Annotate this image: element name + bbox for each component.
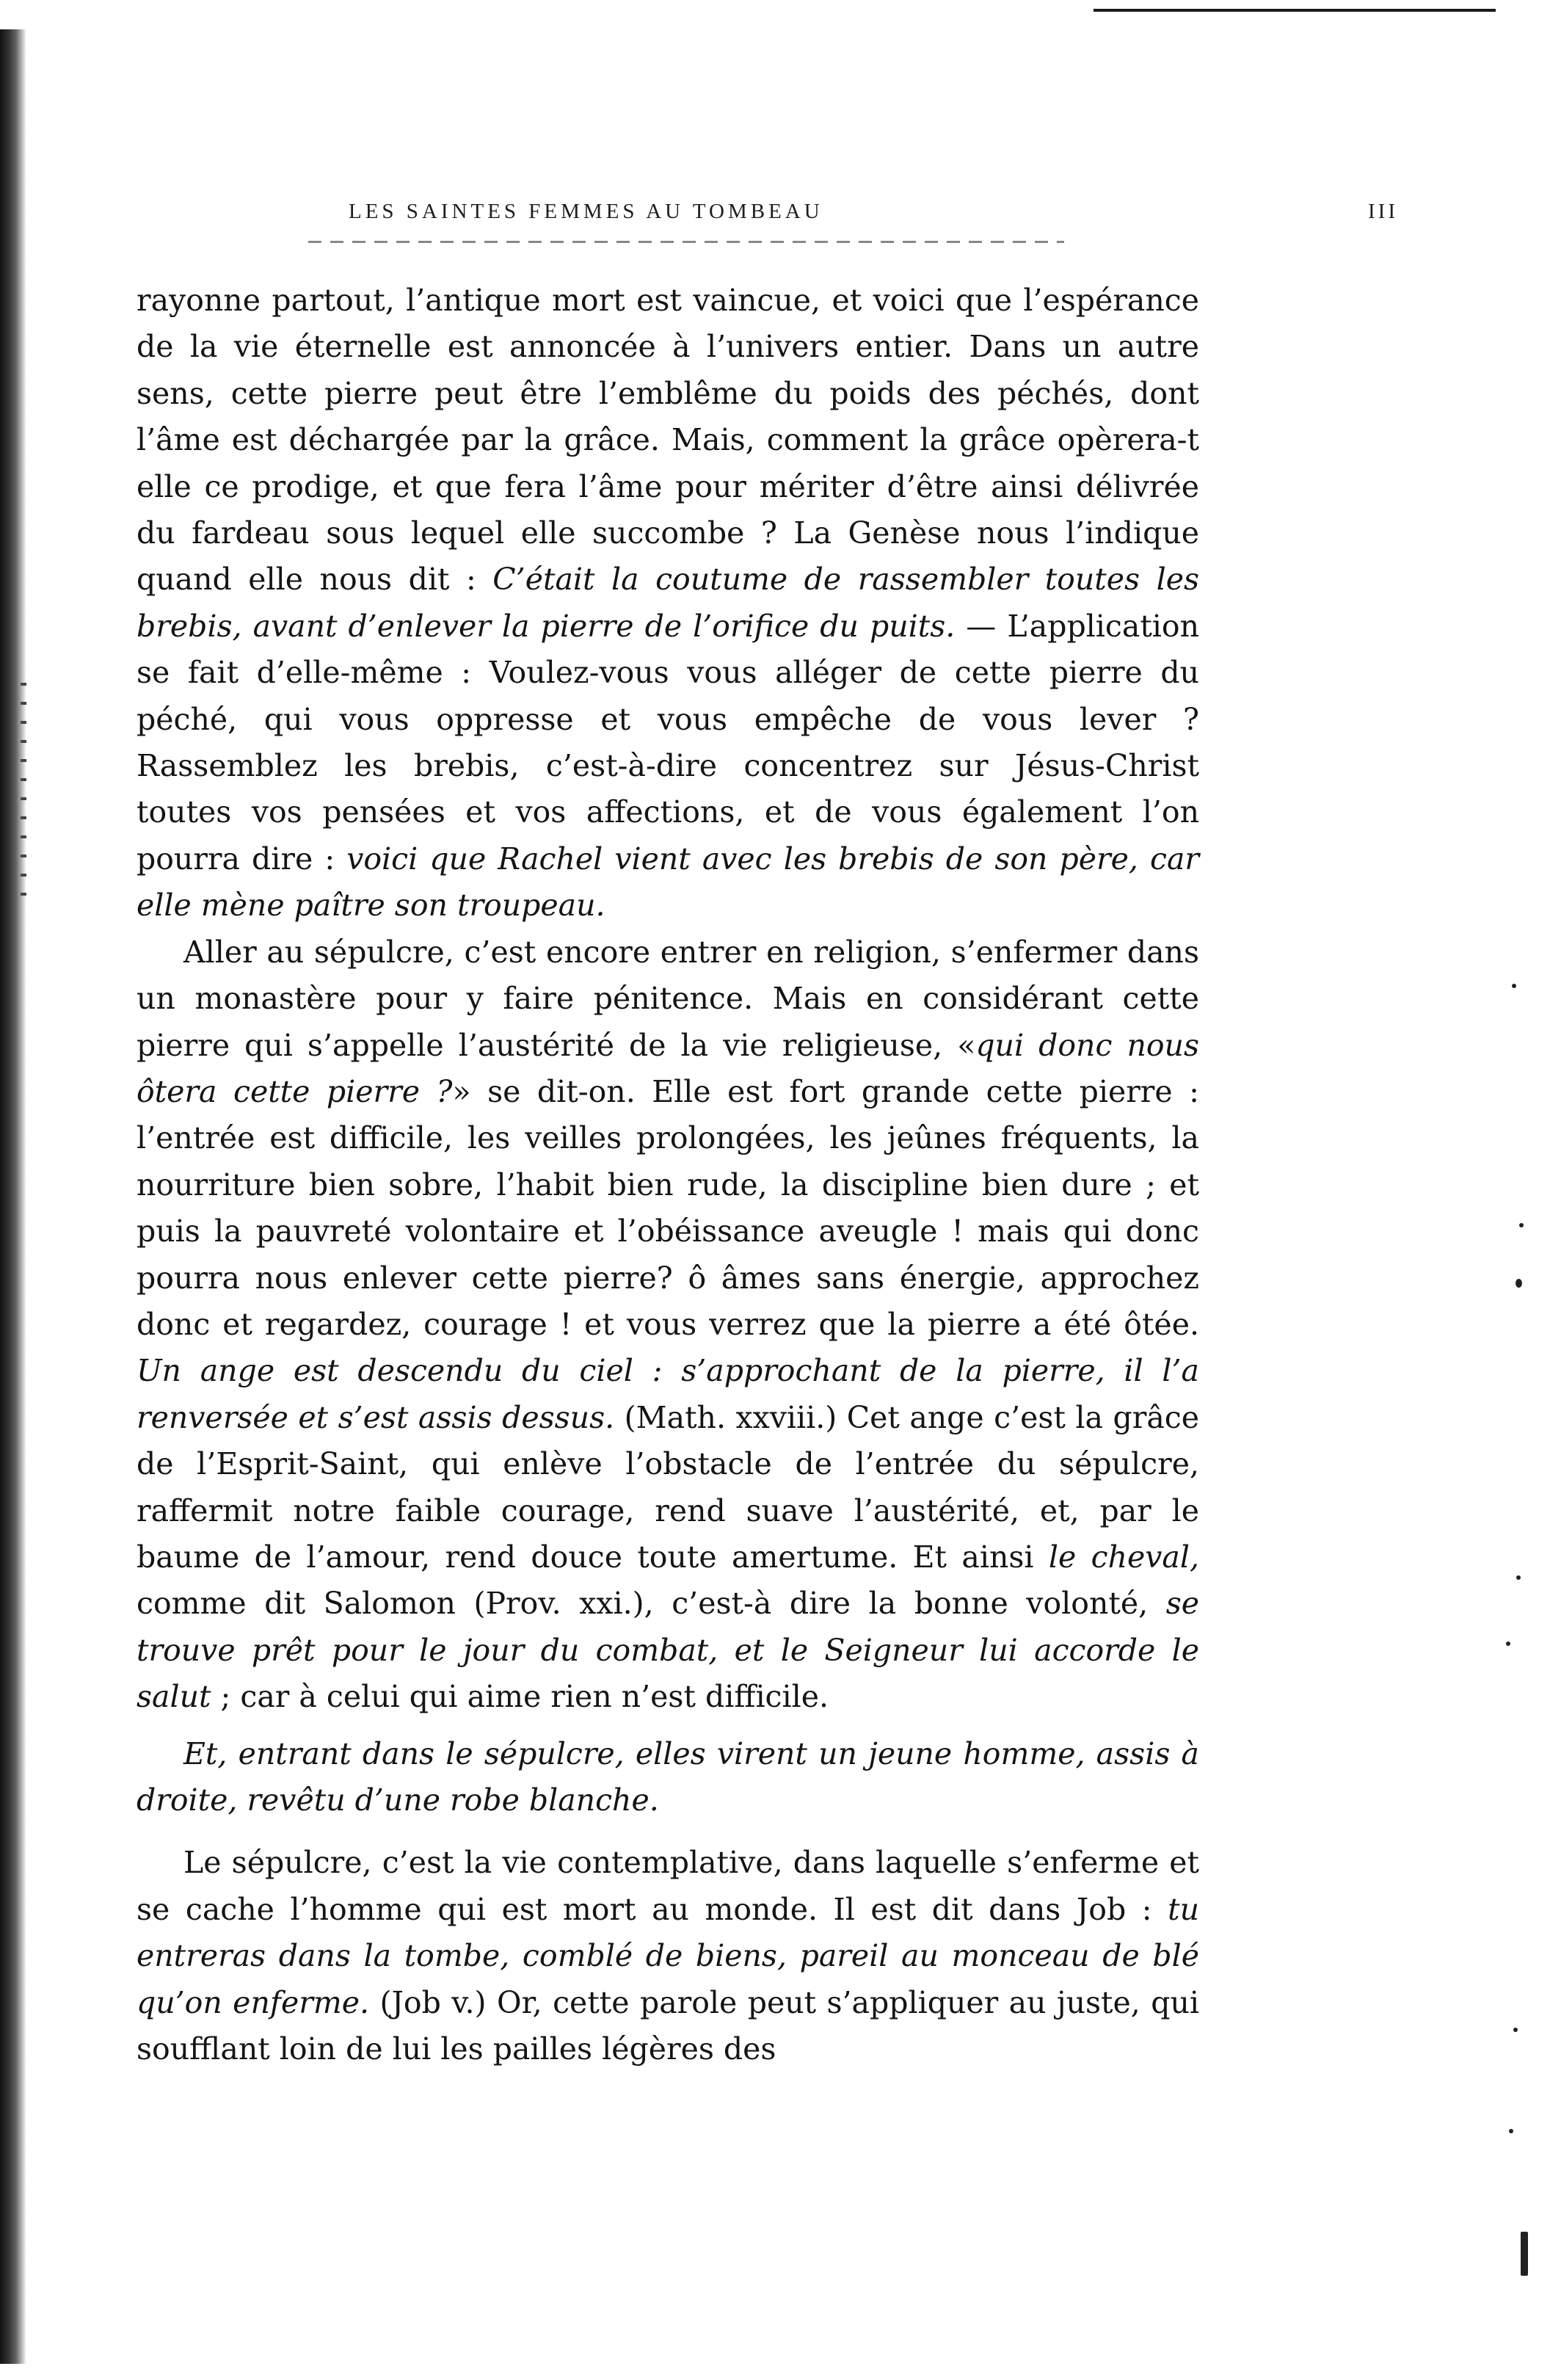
text-run: » se dit-on. Elle est fort grande cette pierre : l’entrée est difficile, les veilles prolongées, les jeûnes fréquents, la nourriture bien sobre, l’habit bien rude, la discipline bien dure ; et puis la pauvreté volontaire et l’obéissance aveugle ! mais qui donc pourra nous enlever cette pierre? ô âmes sans énergie, approchez donc et regardez, courage ! et vous verrez que la pierre a été ôtée. [137,1073,1199,1342]
running-head [349,200,1398,229]
text-run: — L’application se fait d’elle-même : Voulez-vous vous alléger de cette pierre du péché, qui vous oppresse et vous empêche de vous lever ? Rassemblez les brebis, c’est-à-dire concentrez sur Jésus-Christ toutes vos pensées et vos affections, et de vous également l’on pourra dire : [137,608,1199,877]
text-run: Aller au sépulcre, c’est encore entrer en religion, s’enfermer dans un monastère pour y faire pénitence. Mais en considérant cette pierre qui s’appelle l’austérité de la vie religieuse, « [137,934,1199,1063]
text-run: (Math. xxviii.) Cet ange c’est la grâce de l’Esprit-Saint, qui enlève l’obstacle de l’entrée du sépulcre, raffermit notre faible courage, rend suave l’austérité, et, par le baume de l’amour, rend douce toute amertume. Et ainsi [137,1399,1199,1575]
paragraph [137,929,1199,1721]
text-run: ; car à celui qui aime rien n’est difficile. [211,1679,829,1715]
quoted-question: qui donc nous ôtera cette pierre ? [137,1027,1199,1109]
text-run: comme dit Salomon (Prov. xxi.), c’est-à dire la bonne volonté, [137,1586,1166,1622]
text-run: Le sépulcre, c’est la vie contemplative, dans laquelle s’enferme et se cache l’homme qui est mort au monde. Il est dit dans Job : [137,1845,1199,1927]
running-title: LES SAINTES FEMMES AU TOMBEAU [349,200,823,223]
page-number: III [1368,200,1398,223]
text-run: (Job v.) Or, cette parole peut s’appliquer au juste, qui soufflant loin de lui les pailles légères des [137,1984,1199,2067]
scripture-quote: tu entreras dans la tombe, comblé de biens, pareil au monceau de blé qu’on enferme. [137,1891,1199,2020]
paragraph [137,1840,1199,2072]
scripture-quote: Un ange est descendu du ciel : s’approchant de la pierre, il l’a renversée et s’est assis dessus. [137,1353,1199,1435]
scripture-verse [137,1731,1199,1824]
paragraph [137,277,1199,929]
scripture-quote: C’était la coutume de rassembler toutes les brebis, avant d’enlever la pierre de l’orifice du puits. [137,562,1199,644]
scripture-quote: Et, entrant dans le sépulcre, elles virent un jeune homme, assis à droite, revêtu d’une robe blanche. [137,1735,1199,1818]
scripture-quote: le cheval, [1048,1539,1200,1575]
scripture-quote: voici que Rachel vient avec les brebis de son père, car elle mène paître son troupeau. [137,841,1199,924]
right-margin-specks [1433,0,1550,2380]
header-rule [308,241,1064,243]
scripture-quote: se trouve prêt pour le jour du combat, et le Seigneur lui accorde le salut [137,1586,1199,1715]
page-binding-edge [0,29,26,2364]
page-body [137,277,1199,2072]
binding-marks [21,683,26,903]
text-run: rayonne partout, l’antique mort est vaincue, et voici que l’espérance de la vie éternelle est annoncée à l’univers entier. Dans un autre sens, cette pierre peut être l’emblême du poids des péchés, dont l’âme est déchargée par la grâce. Mais, comment la grâce opèrera-t elle ce prodige, et que fera l’âme pour mériter d’être ainsi délivrée du fardeau sous lequel elle succombe ? La Genèse nous l’indique quand elle nous dit : [137,283,1199,598]
